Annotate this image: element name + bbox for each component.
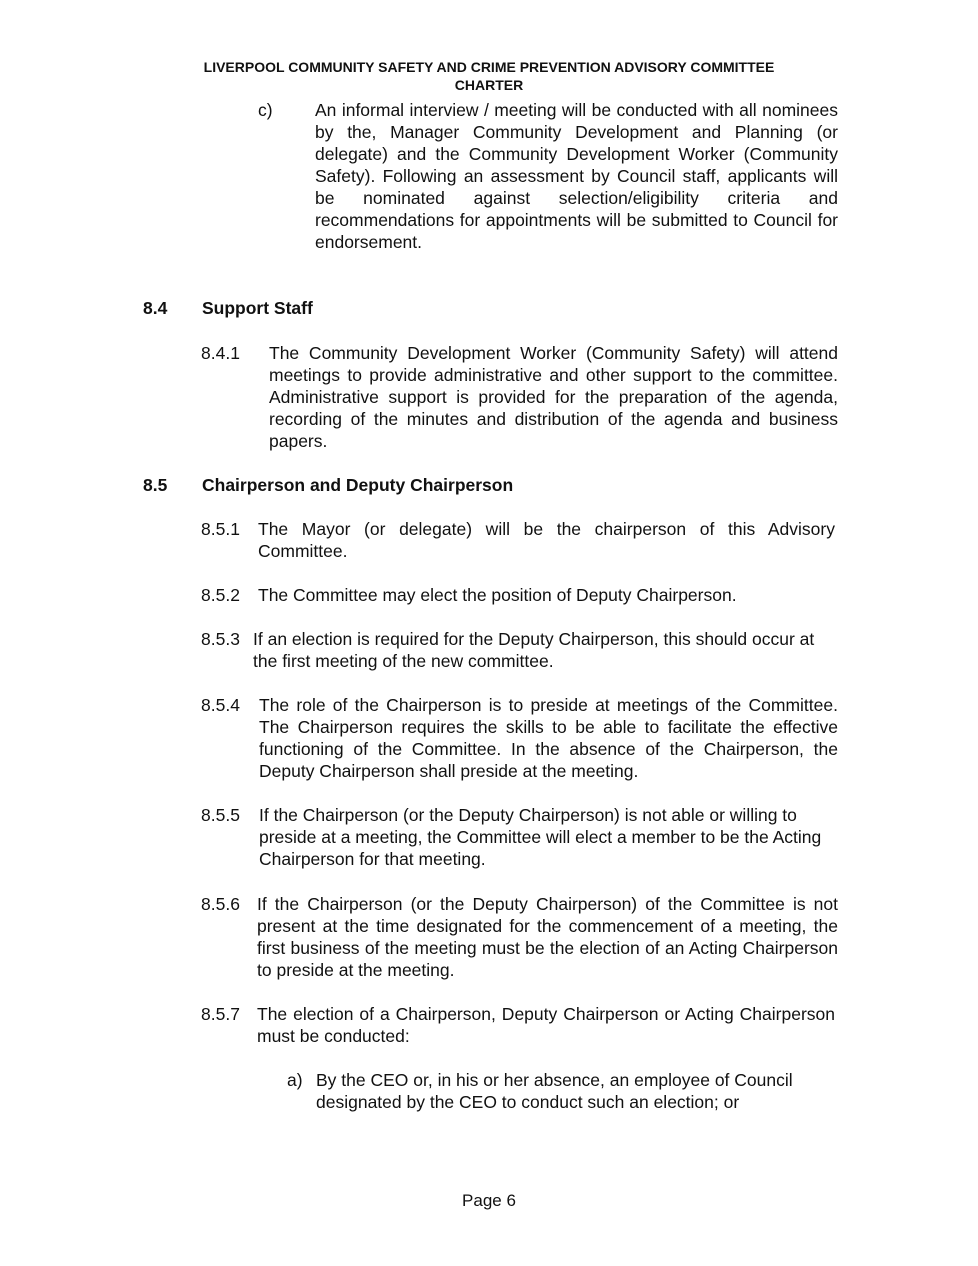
clause-8-5-5-text: If the Chairperson (or the Deputy Chairperson) is not able or willing to preside at a meeting, the Committee will elect a member to be the Acting Chairperson for that meeting.: [259, 805, 822, 869]
clause-8-4-1-number: 8.4.1: [201, 343, 240, 363]
sub-item-a-label: a): [287, 1070, 303, 1090]
clause-8-5-6-text: If the Chairperson (or the Deputy Chairperson) of the Committee is not present at the time designated for the commencement of a meeting, the first business of the meeting must be the election of an Acting Chairperson to preside at the meeting.: [257, 894, 838, 980]
clause-8-5-3-text: If an election is required for the Deputy Chairperson, this should occur at the first meeting of the new committee.: [253, 629, 815, 671]
header-title-line-1: LIVERPOOL COMMUNITY SAFETY AND CRIME PREVENTION ADVISORY COMMITTEE: [203, 59, 775, 75]
section-8-5-number: 8.5: [143, 475, 168, 495]
clause-8-5-3-number: 8.5.3: [201, 629, 240, 649]
clause-8-5-1-number: 8.5.1: [201, 519, 240, 539]
item-c-text: An informal interview / meeting will be conducted with all nominees by the, Manager Community Development and Planning (or delegate) and the Community Development Worker (Community Safety). Following an assessment by Council staff, applicants will be nominated against selection/eligibility criteria and recommendations for appointments will be submitted to Council for endorsement.: [315, 100, 838, 252]
clause-8-5-2-number: 8.5.2: [201, 585, 240, 605]
section-8-4-title: Support Staff: [202, 298, 313, 318]
section-8-5-title: Chairperson and Deputy Chairperson: [202, 475, 514, 495]
clause-8-5-1-text: The Mayor (or delegate) will be the chairperson of this Advisory Committee.: [258, 519, 835, 561]
clause-8-5-6-number: 8.5.6: [201, 894, 240, 914]
clause-8-5-7-text: The election of a Chairperson, Deputy Chairperson or Acting Chairperson must be conducted:: [257, 1004, 835, 1046]
clause-8-4-1-text: The Community Development Worker (Community Safety) will attend meetings to provide administrative and other support to the committee. Administrative support is provided for the preparation of the agenda, recording of the minutes and distribution of the agenda and business papers.: [269, 343, 838, 451]
section-8-4-number: 8.4: [143, 298, 168, 318]
clause-8-5-5-number: 8.5.5: [201, 805, 240, 825]
header-title-line-2: CHARTER: [454, 77, 524, 93]
clause-8-5-4-text: The role of the Chairperson is to preside at meetings of the Committee. The Chairperson requires the skills to be able to facilitate the effective functioning of the Committee. In the absence of the Chairperson, the Deputy Chairperson shall preside at the meeting.: [259, 695, 838, 781]
sub-item-a-text: By the CEO or, in his or her absence, an employee of Council designated by the CEO to conduct such an election; or: [316, 1070, 793, 1112]
document-header: [130, 58, 848, 94]
clause-8-5-2-text: The Committee may elect the position of Deputy Chairperson.: [258, 585, 737, 605]
clause-8-5-4-number: 8.5.4: [201, 695, 240, 715]
page-number: Page 6: [462, 1191, 516, 1210]
item-c-label: c): [258, 100, 273, 120]
clause-8-5-7-number: 8.5.7: [201, 1004, 240, 1024]
